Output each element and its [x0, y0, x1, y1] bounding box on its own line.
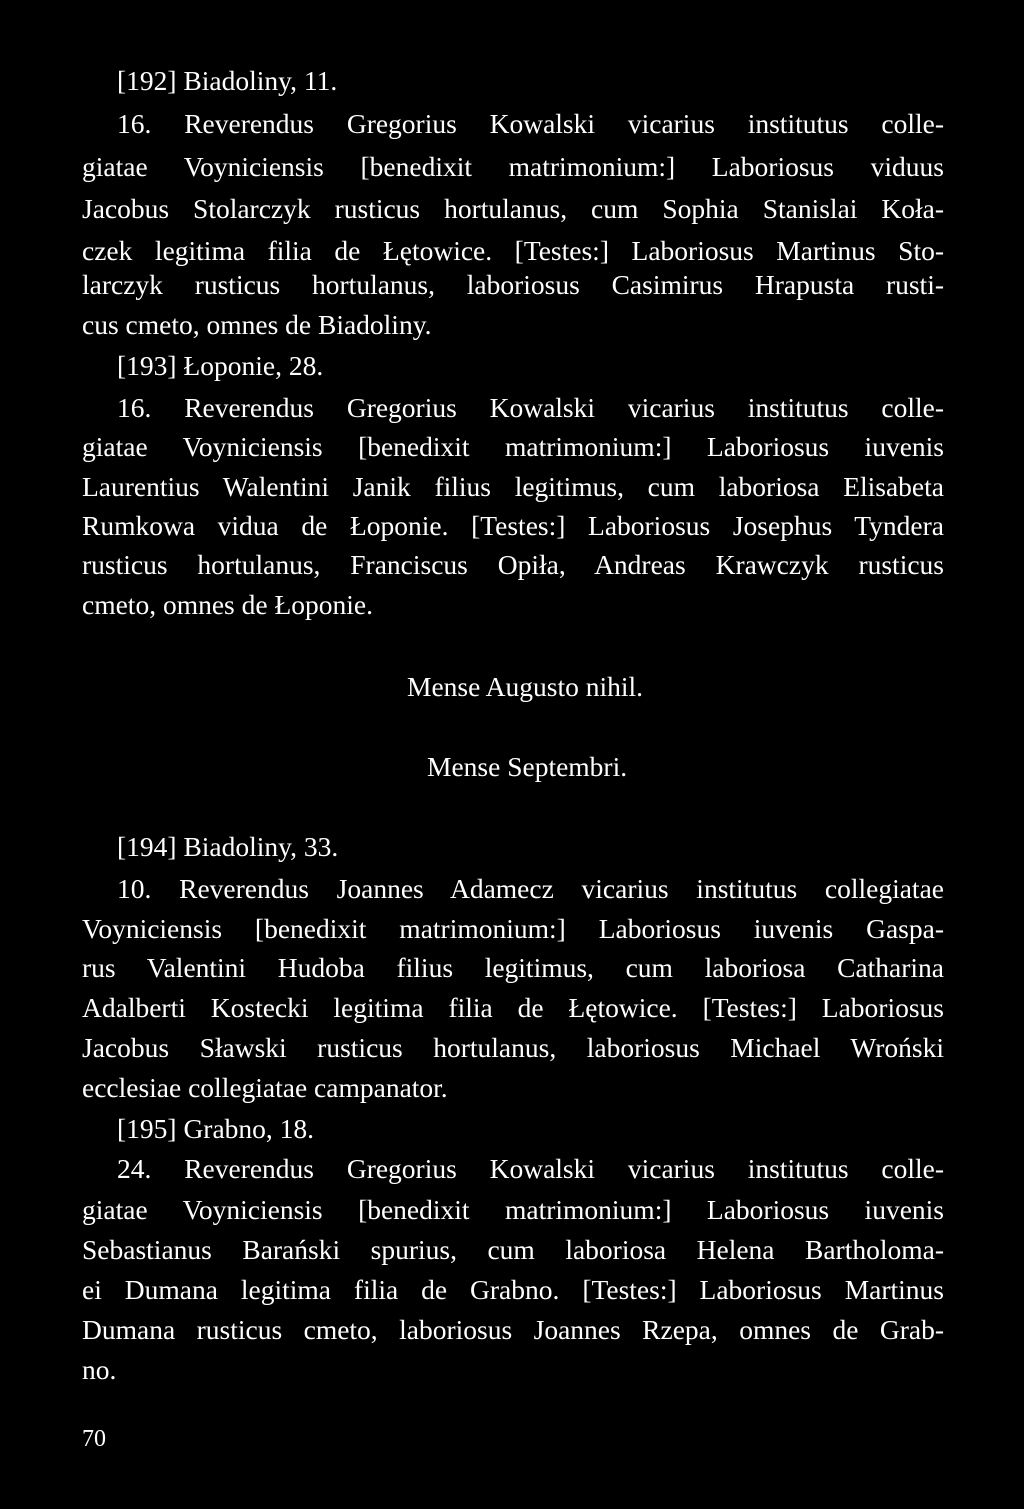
page-number: 70: [82, 1426, 106, 1452]
entry-194-line-4: Adalberti Kostecki legitima filia de Łętowice. [Testes:] Laboriosus: [82, 992, 944, 1023]
entry-195-line-5: Dumana rusticus cmeto, laboriosus Joannes Rzepa, omnes de Grab-: [82, 1314, 944, 1345]
entry-193-line-6: cmeto, omnes de Łoponie.: [82, 589, 373, 620]
entry-193-line-2: giatae Voyniciensis [benedixit matrimonium:] Laboriosus iuvenis: [82, 431, 944, 462]
month-heading-september: Mense Septembri.: [427, 751, 628, 782]
entry-193-line-5: rusticus hortulanus, Franciscus Opiła, Andreas Krawczyk rusticus: [82, 549, 944, 580]
entry-192-line-4: czek legitima filia de Łętowice. [Testes:] Laboriosus Martinus Sto-: [82, 235, 944, 266]
entry-193-line-4: Rumkowa vidua de Łoponie. [Testes:] Laboriosus Josephus Tyndera: [82, 510, 944, 541]
entry-195-line-4: ei Dumana legitima filia de Grabno. [Testes:] Laboriosus Martinus: [82, 1274, 944, 1305]
entry-193-line-1: 16. Reverendus Gregorius Kowalski vicarius institutus colle-: [117, 392, 944, 423]
entry-194-line-2: Voyniciensis [benedixit matrimonium:] Laboriosus iuvenis Gaspa-: [82, 913, 944, 944]
entry-195-line-3: Sebastianus Barański spurius, cum laboriosa Helena Bartholoma-: [82, 1234, 944, 1265]
entry-194-line-1: 10. Reverendus Joannes Adamecz vicarius institutus collegiatae: [117, 873, 944, 904]
entry-195-line-2: giatae Voyniciensis [benedixit matrimonium:] Laboriosus iuvenis: [82, 1194, 944, 1225]
entry-heading-195: [195] Grabno, 18.: [117, 1113, 315, 1144]
entry-193-line-3: Laurentius Walentini Janik filius legitimus, cum laboriosa Elisabeta: [82, 471, 944, 502]
entry-heading-193: [193] Łoponie, 28.: [117, 350, 324, 381]
entry-192-line-6: cus cmeto, omnes de Biadoliny.: [82, 309, 432, 340]
month-heading-august: Mense Augusto nihil.: [407, 671, 644, 702]
entry-192-line-5: larczyk rusticus hortulanus, laboriosus Casimirus Hrapusta rusti-: [82, 269, 944, 300]
entry-195-line-6: no.: [82, 1354, 117, 1385]
entry-192-line-1: 16. Reverendus Gregorius Kowalski vicarius institutus colle-: [117, 108, 944, 139]
entry-192-line-2: giatae Voyniciensis [benedixit matrimonium:] Laboriosus viduus: [82, 151, 944, 182]
entry-heading-192: [192] Biadoliny, 11.: [117, 65, 338, 96]
entry-heading-194: [194] Biadoliny, 33.: [117, 831, 339, 862]
entry-194-line-3: rus Valentini Hudoba filius legitimus, cum laboriosa Catharina: [82, 952, 944, 983]
entry-194-line-5: Jacobus Sławski rusticus hortulanus, laboriosus Michael Wroński: [82, 1032, 944, 1063]
entry-194-line-6: ecclesiae collegiatae campanator.: [82, 1072, 448, 1103]
entry-195-line-1: 24. Reverendus Gregorius Kowalski vicarius institutus colle-: [117, 1153, 944, 1184]
entry-192-line-3: Jacobus Stolarczyk rusticus hortulanus, cum Sophia Stanislai Koła-: [82, 193, 944, 224]
